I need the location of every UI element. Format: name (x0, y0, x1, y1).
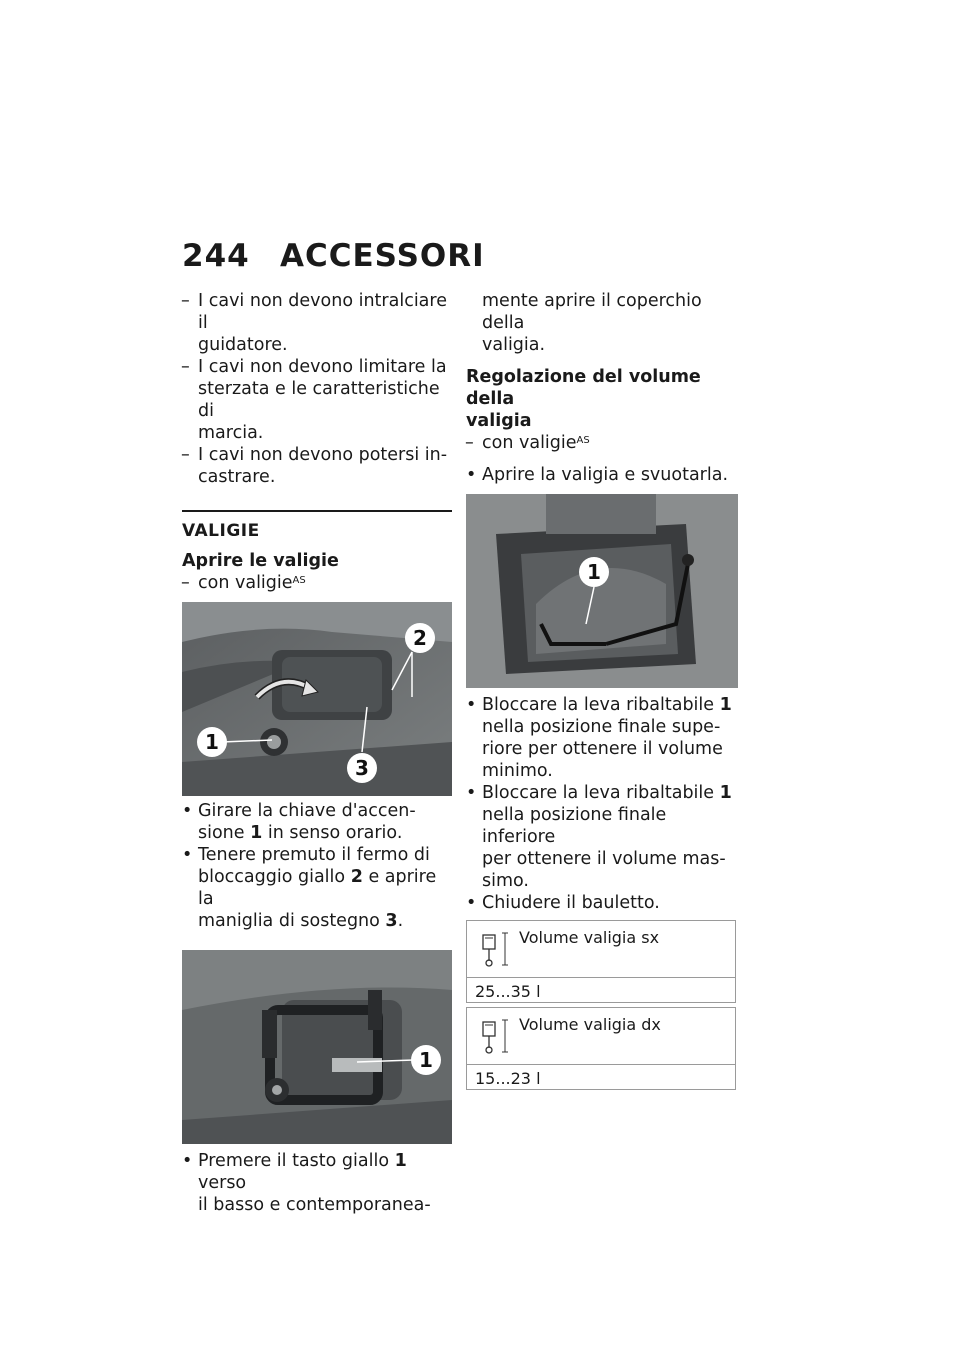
list-item: • Tenere premuto il fermo di bloccaggio giallo 2 e aprire la maniglia di sostegno 3. (182, 845, 437, 931)
svg-text:2: 2 (413, 626, 427, 650)
subsection-title: Regolazione del volume della valigia (466, 367, 701, 431)
volume-gauge-icon (481, 929, 511, 969)
list-item: – I cavi non devono intralciare il guidatore. (181, 291, 447, 355)
suitcase-interior-photo (466, 494, 738, 688)
continuation-text: mente aprire il coperchio della valigia. (482, 291, 702, 355)
callout-1 (411, 1045, 441, 1075)
condition-sup: AS (292, 575, 306, 586)
list-item: • Premere il tasto giallo 1 verso il basso e contemporanea- (182, 1151, 431, 1215)
list-item: – I cavi non devono limitare la sterzata e le caratteristiche di marcia. (181, 357, 447, 443)
list-item: • Chiudere il bauletto. (466, 893, 660, 913)
subsection-title: Aprire le valigie (182, 551, 339, 571)
svg-text:1: 1 (419, 1048, 433, 1072)
list-item: • Aprire la valigia e svuotarla. (466, 465, 729, 485)
svg-text:1: 1 (205, 730, 219, 754)
list-item: • Bloccare la leva ribaltabile 1 nella posizione finale supe- riore per ottenere il volume minimo. (466, 695, 732, 781)
list-item: – I cavi non devono potersi in- castrare. (181, 445, 448, 487)
spec-table-right-case (466, 1007, 736, 1090)
condition-sup: AS (576, 435, 590, 446)
svg-text:1: 1 (587, 560, 601, 584)
spec-value: 15...23 l (475, 1069, 541, 1088)
condition-line: – con valigie$^{AS}$ (465, 433, 590, 453)
spec-label: Volume valigia sx (519, 928, 660, 947)
suitcase-handle-photo (182, 950, 452, 1144)
volume-gauge-icon (481, 1016, 511, 1056)
chapter-title: ACCESSORI (280, 238, 485, 274)
list-item: • Girare la chiave d'accen- sione 1 in senso orario. (182, 801, 416, 843)
callout-1 (579, 557, 609, 587)
callout-3 (347, 753, 377, 783)
page-header (182, 238, 485, 274)
callout-2 (405, 623, 435, 653)
spec-table-left-case (466, 920, 736, 1003)
spec-value: 25...35 l (475, 982, 541, 1001)
spec-label: Volume valigia dx (519, 1015, 661, 1034)
right-column (466, 290, 736, 1090)
page-number: 244 (182, 238, 250, 274)
section-title: VALIGIE (182, 510, 452, 542)
condition-line: – con valigie$^{AS}$ (181, 573, 306, 593)
suitcase-key-photo (182, 602, 452, 796)
left-column (182, 290, 452, 1216)
callout-1 (197, 727, 227, 757)
svg-text:3: 3 (355, 756, 369, 780)
list-item: • Bloccare la leva ribaltabile 1 nella posizione finale inferiore per ottenere il volume mas- simo. (466, 783, 732, 891)
